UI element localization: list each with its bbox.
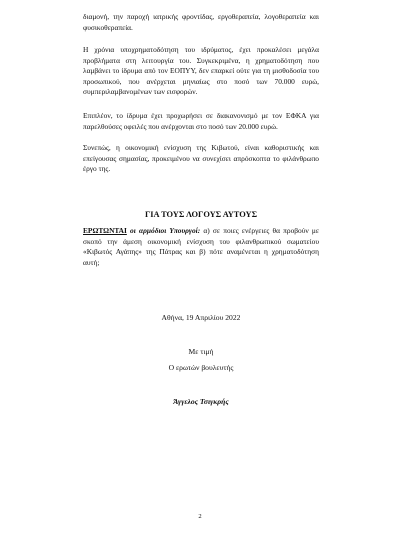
question-lead: ΕΡΩΤΩΝΤΑΙ (83, 226, 127, 235)
signer-name: Άγγελος Τσιγκρής (173, 397, 229, 406)
signer-role: Ο ερωτών βουλευτής (168, 363, 234, 372)
paragraph-urgency: Συνεπώς, η οικονομική ενίσχυση της Κιβωτού, είναι καθοριστικής και επείγουσας σημασίας, προκειμένου να συνεχίσει απρόσκοπτα το φιλάνθρωπο έργο της. (83, 143, 319, 174)
date-line: Αθήνα, 19 Απριλίου 2022 (161, 313, 241, 322)
paragraph-efka-settlement: Επιπλέον, το ίδρυμα έχει προχωρήσει σε διακανονισμό με τον ΕΦΚΑ για παρελθούσες οφειλές που ανέρχονται στο ποσό των 20.000 ευρώ. (83, 111, 319, 131)
paragraph-underfunding: Η χρόνια υποχρηματοδότηση του ιδρύματος, έχει προκαλέσει μεγάλα προβλήματα στη λειτουργία του. Συγκεκριμένα, η χρηματοδότηση που λαμβάνει το ίδρυμα από τον ΕΟΠΥΥ, δεν επαρκεί ούτε για τη μισθοδοσία του προσωπικού, που ανέρχεται μηνιαίως στο ποσό των 70.000 ευρώ, συμπεριλαμβανομένων των εισφορών. (83, 45, 319, 97)
question-body: α) σε ποιες ενέργειες θα προβούν με σκοπό την άμεση οικονομική ενίσχυση του φιλανθρωπικού σωματείου «Κιβωτός Αγάπης» της Πάτρας και β) πότε αναμένεται η χρηματοδότηση αυτή; (83, 226, 319, 267)
question-paragraph (83, 226, 319, 268)
section-heading: ΓΙΑ ΤΟΥΣ ΛΟΓΟΥΣ ΑΥΤΟΥΣ (144, 210, 258, 219)
paragraph-care-services: διαμονή, την παροχή ιατρικής φροντίδας, εργοθεραπεία, λογοθεραπεία και φυσικοθεραπεία. (83, 12, 319, 32)
page-number: 2 (198, 513, 202, 520)
question-addressees: οι αρμόδιοι Υπουργοί: (130, 226, 201, 235)
closing-greeting: Με τιμή (188, 347, 214, 356)
